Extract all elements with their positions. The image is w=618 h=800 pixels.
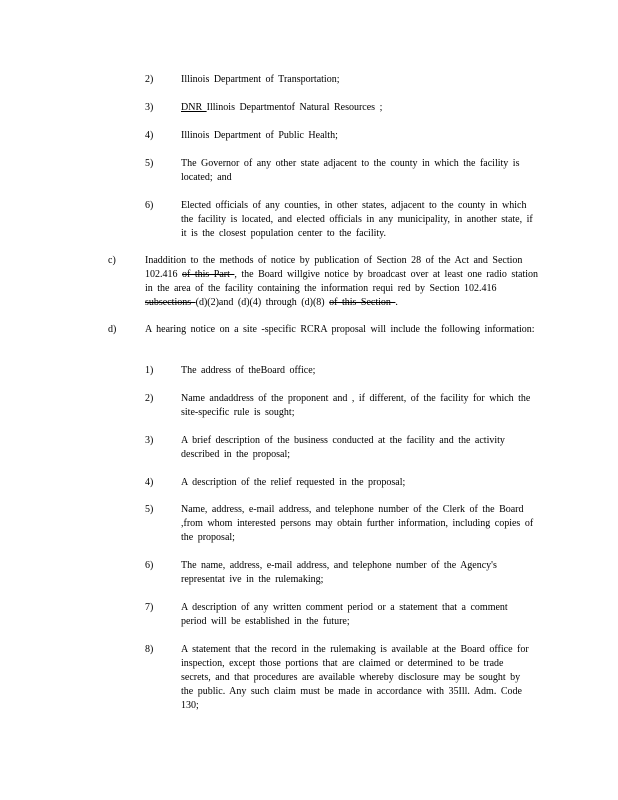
item-number: 3) [145, 435, 154, 446]
section-letter: c) [108, 255, 116, 266]
item-text: Name, address, e-mail address, and telephone number of the Clerk of the Board ,from whom interested persons may obtain further information, including copies of the proposal; [181, 504, 534, 543]
item-text: Name andaddress of the proponent and , if different, of the facility for which the site-specific rule is sought; [181, 393, 531, 418]
item-text: The Governor of any other state adjacent to the county in which the facility is located; and [181, 158, 520, 183]
item-text: A description of any written comment period or a statement that a comment period will be established in the future; [181, 602, 508, 627]
item-number: 7) [145, 602, 154, 613]
item-text: The name, address, e-mail address, and telephone number of the Agency's representat ive in the rulemaking; [181, 560, 497, 585]
item-text: DNR Illinois Departmentof Natural Resources ; [181, 102, 383, 113]
item-number: 2) [145, 393, 154, 404]
section-text: Inaddition to the methods of notice by publication of Section 28 of the Act and Section 102.416 of this Part , the Board willgive notice by broadcast over at least one radio station in the area of the facility containing the information requi red by Section 102.416 subsections (d)(2)and (d)(4) through (d)(8) of this Section . [145, 255, 539, 308]
deleted-text: of this Part [182, 269, 235, 280]
item-text: Illinois Department of Public Health; [181, 130, 338, 141]
item-number: 5) [145, 158, 154, 169]
deleted-text: subsections [145, 297, 196, 308]
item-text: The address of theBoard office; [181, 365, 316, 376]
item-text: Illinois Department of Transportation; [181, 74, 340, 85]
item-text: A description of the relief requested in the proposal; [181, 477, 406, 488]
item-number: 6) [145, 560, 154, 571]
inserted-text: DNR [181, 102, 207, 113]
item-number: 8) [145, 644, 154, 655]
deleted-text: of this Section [329, 297, 396, 308]
item-number: 4) [145, 477, 154, 488]
item-number: 6) [145, 200, 154, 211]
item-text: A brief description of the business conducted at the facility and the activity described in the proposal; [181, 435, 505, 460]
item-text: A statement that the record in the rulemaking is available at the Board office for inspection, except those portions that are claimed or determined to be trade secrets, and that procedures are available whereby disclosure may be sought by the public. Any such claim must be made in accordance with 35Ill. Adm. Code 130; [181, 644, 529, 711]
item-number: 3) [145, 102, 154, 113]
section-letter: d) [108, 324, 117, 335]
item-number: 2) [145, 74, 154, 85]
item-number: 4) [145, 130, 154, 141]
section-text: A hearing notice on a site -specific RCRA proposal will include the following information: [145, 324, 535, 335]
item-number: 5) [145, 504, 154, 515]
item-number: 1) [145, 365, 154, 376]
item-text: Elected officials of any counties, in other states, adjacent to the county in which the facility is located, and elected officials in any municipality, in another state, if it is the closest population center to the facility. [181, 200, 533, 239]
